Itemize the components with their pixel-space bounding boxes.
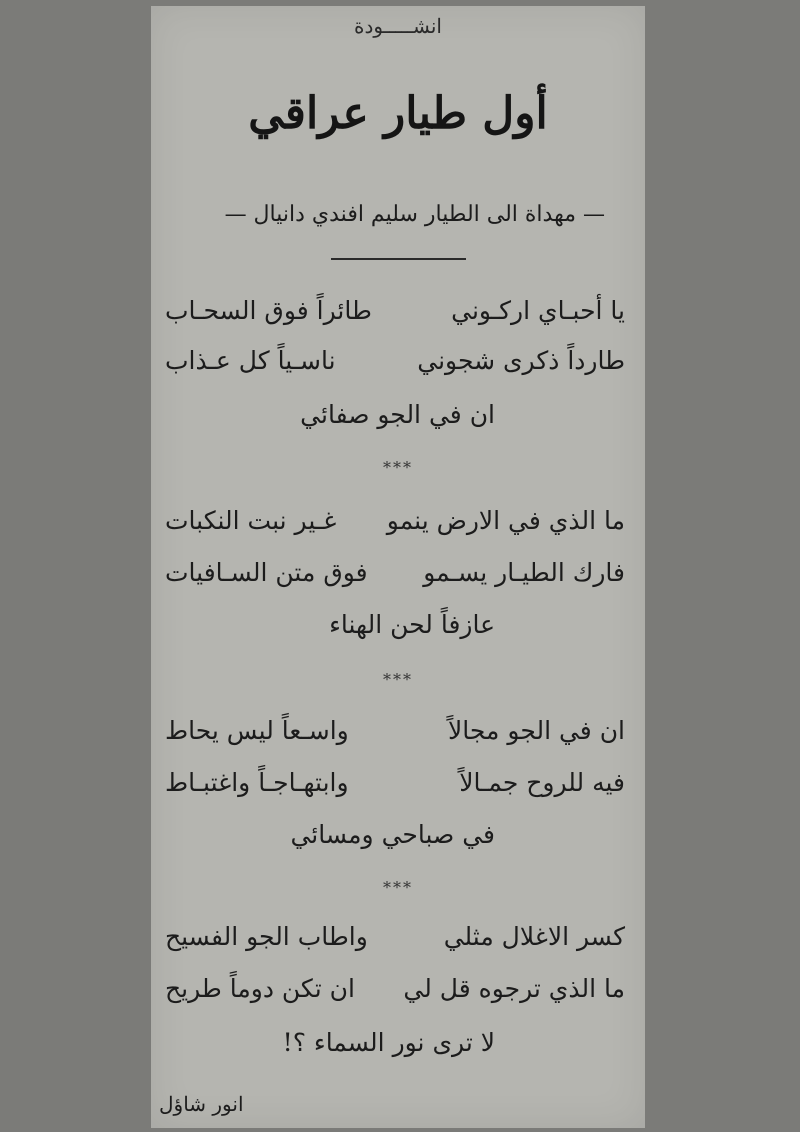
verse-second-hemistich: فوق متن السـافيات: [165, 558, 368, 587]
verse-line: [165, 558, 625, 587]
verse-second-hemistich: واسـعاً ليس يحاط: [165, 716, 349, 745]
dedication: — مهداة الى الطيار سليم افندي دانيال —: [224, 202, 605, 227]
verse-line: [165, 922, 625, 951]
stanza-separator: ***: [383, 458, 413, 477]
verse-line: [165, 716, 625, 745]
verse-second-hemistich: ناسـياً كل عـذاب: [165, 346, 336, 375]
verse-line: [165, 296, 625, 325]
poem-title: أول طيار عراقي: [248, 88, 548, 139]
verse-line: [165, 346, 625, 375]
verse-second-hemistich: واطاب الجو الفسيح: [165, 922, 368, 951]
verse-first-hemistich: ما الذي ترجوه قل لي: [403, 974, 625, 1003]
stanza-separator: ***: [383, 670, 413, 689]
section-header: انشـــــودة: [354, 14, 442, 38]
stanza-separator: ***: [383, 878, 413, 897]
verse-first-hemistich: فيه للروح جمـالاً: [459, 768, 625, 797]
verse-first-hemistich: فارك الطيـار يسـمو: [423, 558, 625, 587]
verse-first-hemistich: يا أحبـاي اركـوني: [451, 296, 625, 325]
refrain-line: في صباحي ومسائي: [290, 820, 495, 849]
refrain-line: لا ترى نور السماء ؟!: [282, 1028, 495, 1057]
verse-second-hemistich: وابتهـاجـاً واغتبـاط: [165, 768, 349, 797]
verse-first-hemistich: ان في الجو مجالاً: [448, 716, 625, 745]
verse-line: [165, 768, 625, 797]
verse-first-hemistich: كسر الاغلال مثلي: [443, 922, 625, 951]
verse-first-hemistich: طارداً ذكرى شجوني: [417, 346, 625, 375]
newspaper-clipping: [151, 6, 645, 1128]
verse-second-hemistich: طائراً فوق السحـاب: [165, 296, 372, 325]
refrain-line: عازفاً لحن الهناء: [329, 610, 495, 639]
refrain-line: ان في الجو صفائي: [300, 400, 495, 429]
author-signature: انور شاؤل: [159, 1092, 244, 1116]
verse-line: [165, 974, 625, 1003]
title-divider: [331, 258, 466, 260]
verse-line: [165, 506, 625, 535]
verse-first-hemistich: ما الذي في الارض ينمو: [386, 506, 625, 535]
verse-second-hemistich: ان تكن دوماً طريح: [165, 974, 355, 1003]
verse-second-hemistich: غـير نبت النكبات: [165, 506, 337, 535]
